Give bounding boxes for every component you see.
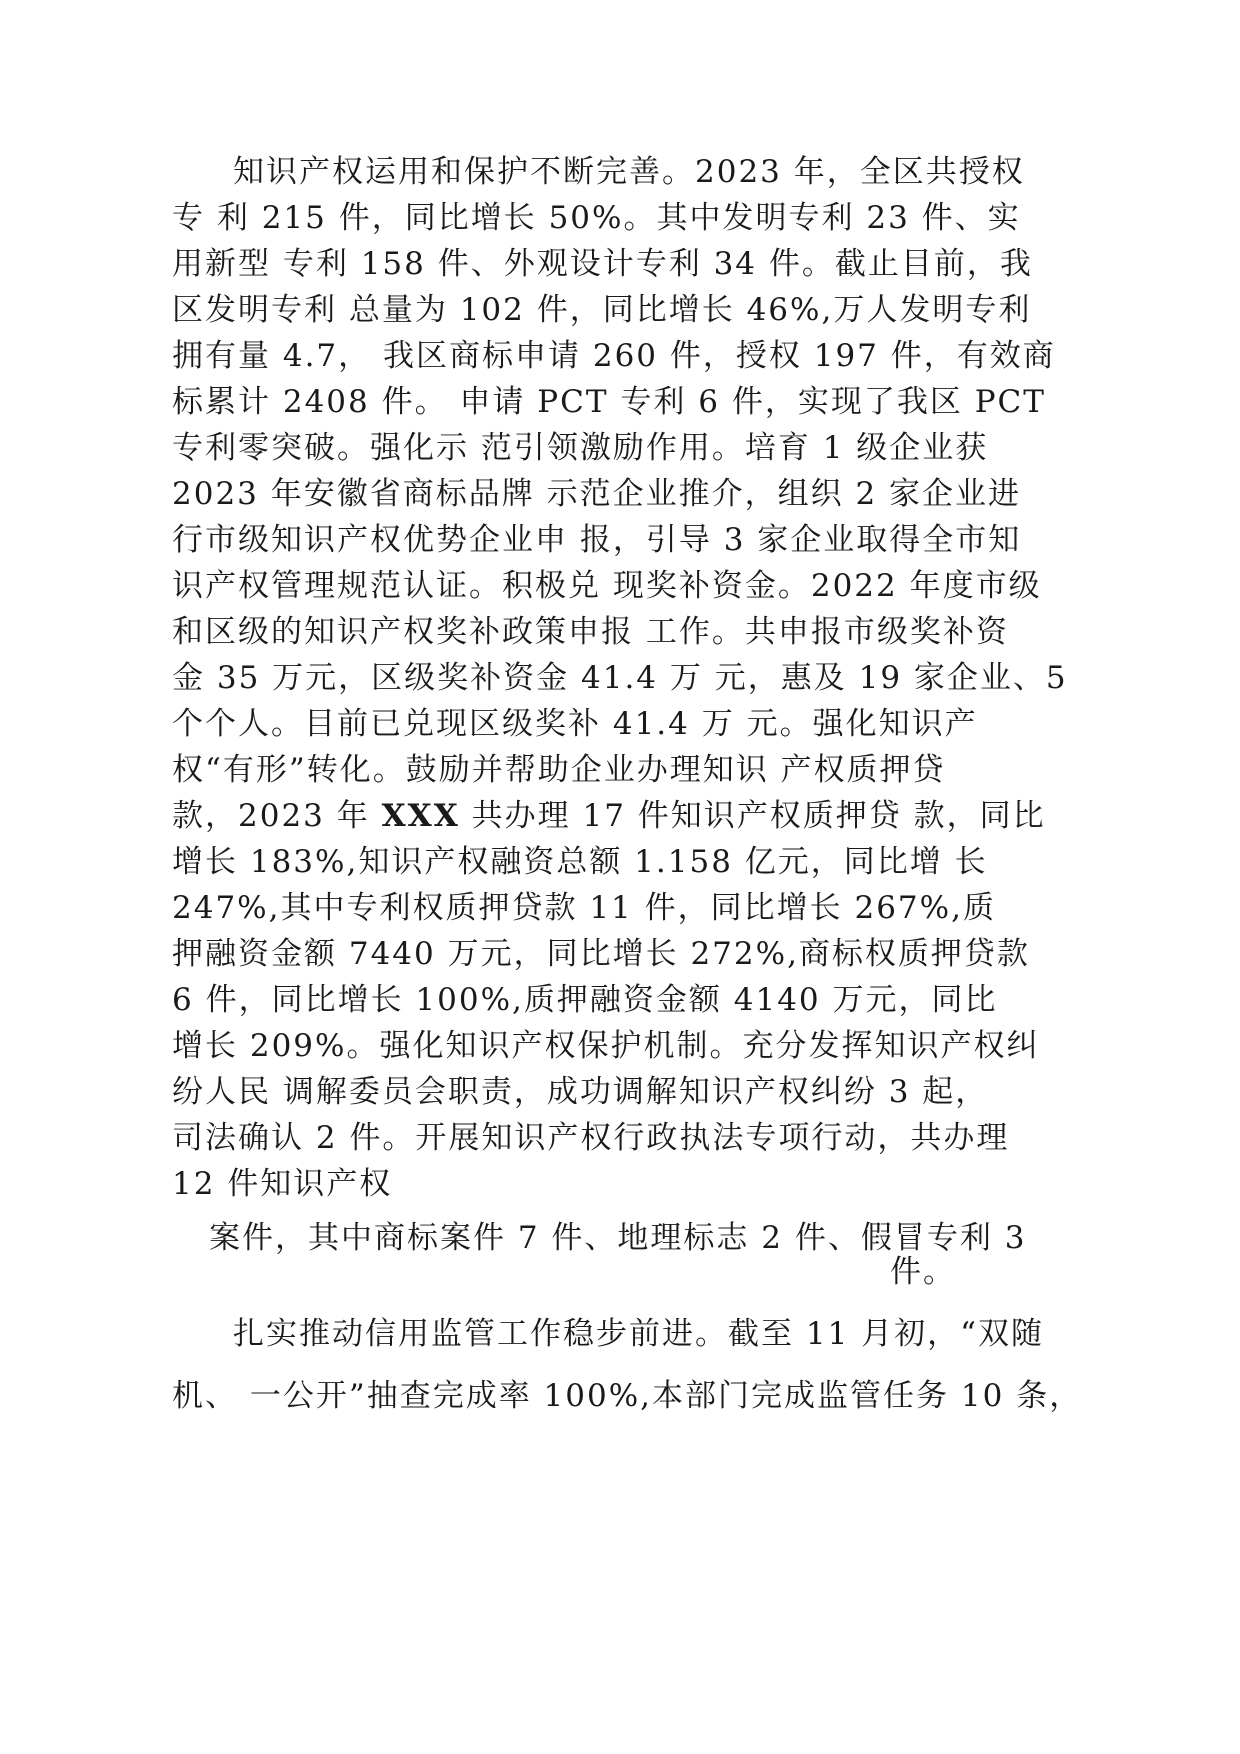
text-line: 知识产权运用和保护不断完善。2023 年，全区共授权: [233, 154, 1025, 190]
text-line: 2023 年安徽省商标品牌 示范企业推介，组织 2 家企业进: [172, 476, 1022, 512]
text-line: 扎实推动信用监管工作稳步前进。截至 11 月初，“双随: [233, 1316, 1045, 1352]
text-line: 个个人。目前已兑现区级奖补 41.4 万 元。强化知识产: [172, 706, 978, 742]
redacted-name: XXX: [381, 798, 460, 834]
text-line: 司法确认 2 件。开展知识产权行政执法专项行动，共办理: [172, 1120, 1010, 1156]
text-line: 用新型 专利 158 件、外观设计专利 34 件。截止目前，我: [172, 246, 1033, 282]
text-line: 增长 209%。强化知识产权保护机制。充分发挥知识产权纠: [172, 1028, 1040, 1064]
text-line: 权“有形”转化。鼓励并帮助企业办理知识 产权质押贷: [172, 752, 946, 788]
text-line: 专利零突破。强化示 范引领激励作用。培育 1 级企业获: [172, 430, 989, 466]
text-line: 标累计 2408 件。 申请 PCT 专利 6 件，实现了我区 PCT: [172, 384, 1046, 420]
text-line: 6 件，同比增长 100%,质押融资金额 4140 万元，同比: [172, 982, 998, 1018]
text-line: 行市级知识产权优势企业申 报，引导 3 家企业取得全市知: [172, 522, 1022, 558]
text-line: 机、 一公开”抽查完成率 100%,本部门完成监管任务 10 条，: [172, 1378, 1083, 1414]
text-line: 案件，其中商标案件 7 件、地理标志 2 件、假冒专利 3: [209, 1220, 1027, 1256]
text-line: [172, 796, 1046, 836]
text-line: 件。: [890, 1254, 956, 1290]
text-line: 区发明专利 总量为 102 件，同比增长 46%,万人发明专利: [172, 292, 1032, 328]
text-line: 押融资金额 7440 万元，同比增长 272%,商标权质押贷款: [172, 936, 1030, 972]
text-line: 增长 183%,知识产权融资总额 1.158 亿元，同比增 长: [172, 844, 988, 880]
text-line: 247%,其中专利权质押贷款 11 件，同比增长 267%,质: [172, 890, 996, 926]
text-line: 拥有量 4.7， 我区商标申请 260 件，授权 197 件，有效商: [172, 338, 1056, 374]
text-line: 专 利 215 件，同比增长 50%。其中发明专利 23 件、实: [172, 200, 1021, 236]
text-fragment: 款，2023 年: [172, 798, 382, 834]
text-fragment: 共办理 17 件知识产权质押贷 款，同比: [459, 798, 1046, 834]
text-line: 纷人民 调解委员会职责，成功调解知识产权纠纷 3 起，: [172, 1074, 989, 1110]
text-line: 12 件知识产权: [172, 1166, 393, 1202]
text-line: 和区级的知识产权奖补政策申报 工作。共申报市级奖补资: [172, 614, 1009, 650]
text-line: 金 35 万元，区级奖补资金 41.4 万 元，惠及 19 家企业、5: [172, 660, 1068, 696]
text-line: 识产权管理规范认证。积极兑 现奖补资金。2022 年度市级: [172, 568, 1042, 604]
